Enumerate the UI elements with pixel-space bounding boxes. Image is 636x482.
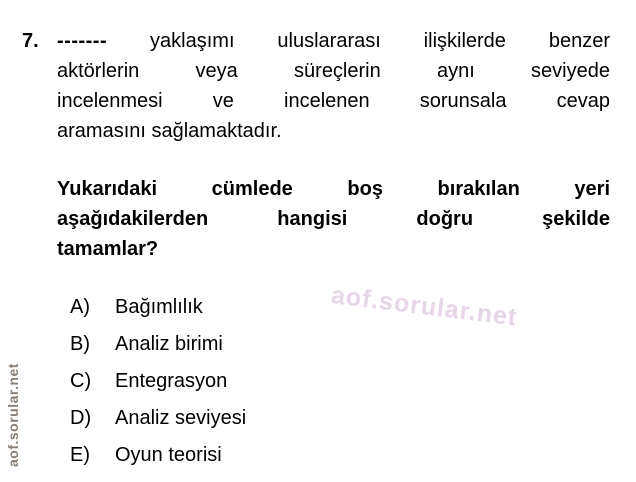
option-b-letter: B)	[70, 333, 90, 355]
blank-dashes: -------	[57, 30, 108, 52]
option-d[interactable]	[70, 408, 610, 429]
watermark-center: aof.sorular.net	[329, 281, 519, 332]
option-c-letter: C)	[70, 370, 92, 392]
question-text-line-2: aktörlerin veya süreçlerin aynı seviyede	[57, 60, 610, 82]
option-a-text: Bağımlılık	[115, 296, 203, 318]
watermark-left: aof.sorular.net	[5, 363, 21, 467]
option-e-text: Oyun teorisi	[115, 444, 222, 466]
question-prompt	[57, 174, 610, 264]
prompt-line-3: tamamlar?	[57, 238, 159, 260]
question-text-line-1	[57, 26, 610, 56]
option-e-letter: E)	[70, 444, 90, 466]
question-body	[57, 26, 610, 482]
question-block	[22, 26, 610, 482]
option-e[interactable]	[70, 445, 610, 466]
options-list	[57, 297, 610, 466]
option-a-letter: A)	[70, 296, 90, 318]
question-text-line-1-rest: yaklaşımı uluslararası ilişkilerde benzer	[150, 30, 610, 52]
prompt-line-1: Yukarıdaki cümlede boş bırakılan yeri	[57, 178, 610, 200]
option-d-text: Analiz seviyesi	[115, 407, 247, 429]
option-d-letter: D)	[70, 407, 92, 429]
option-b[interactable]	[70, 334, 610, 355]
option-b-text: Analiz birimi	[115, 333, 223, 355]
question-text	[57, 26, 610, 146]
question-text-line-4: aramasını sağlamaktadır.	[57, 120, 282, 142]
question-text-line-3: incelenmesi ve incelenen sorunsala cevap	[57, 90, 610, 112]
option-c[interactable]	[70, 371, 610, 392]
prompt-line-2: aşağıdakilerden hangisi doğru şekilde	[57, 208, 610, 230]
option-a[interactable]	[70, 297, 610, 318]
question-number: 7.	[22, 30, 39, 52]
option-c-text: Entegrasyon	[115, 370, 228, 392]
